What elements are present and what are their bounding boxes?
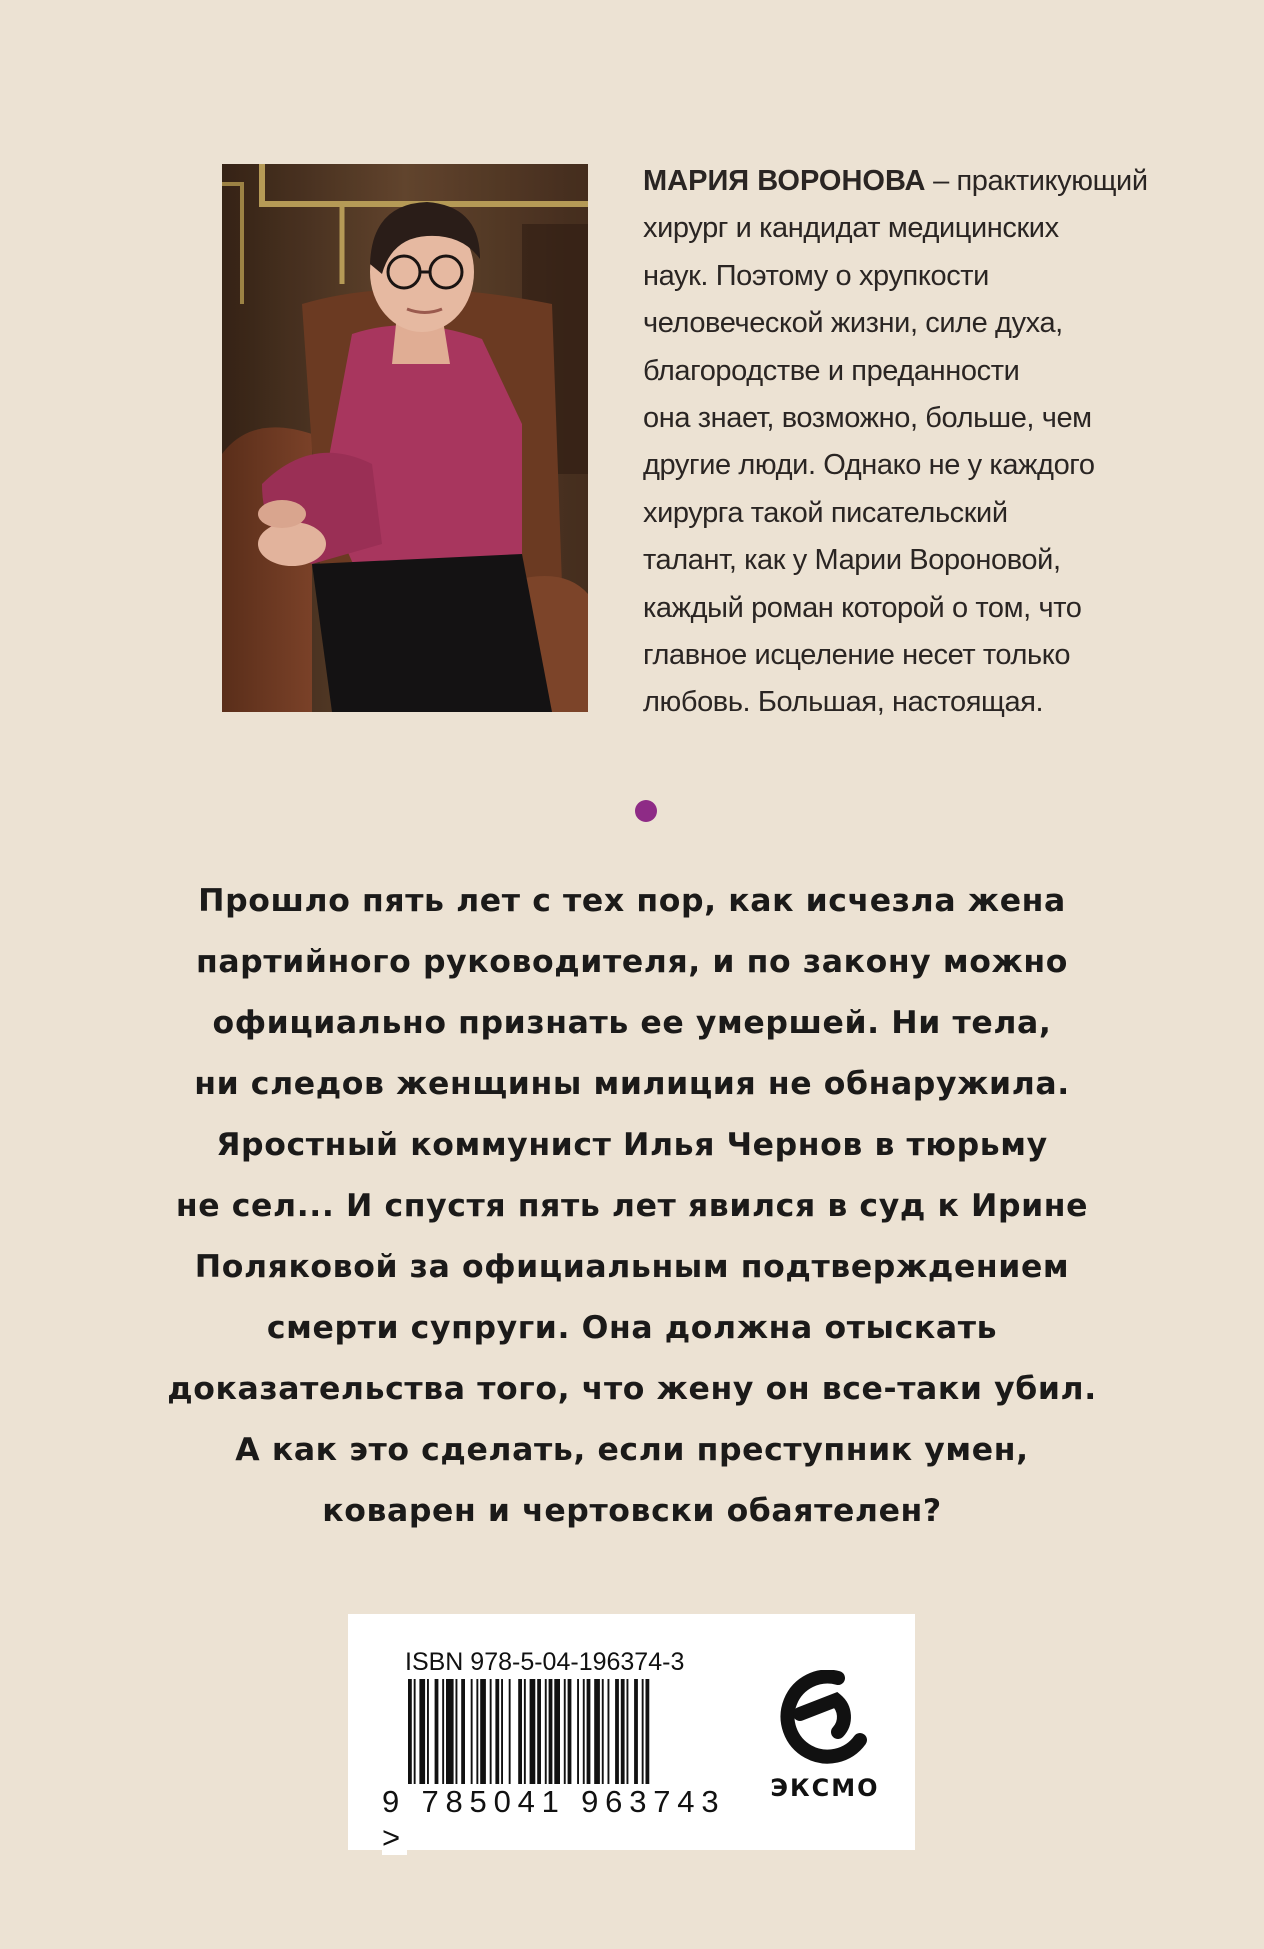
barcode-stripe bbox=[427, 1679, 429, 1791]
blurb-line: смерти супруги. Она должна отыскать bbox=[266, 1310, 998, 1346]
barcode-stripe bbox=[642, 1679, 644, 1791]
bio-line: наук. Поэтому о хрупкости bbox=[643, 259, 989, 292]
publisher-name: ЭКСМО bbox=[770, 1774, 880, 1802]
barcode-stripe bbox=[476, 1679, 478, 1791]
bio-first-line bbox=[643, 158, 1148, 205]
bio-line: каждый роман которой о том, что bbox=[643, 591, 1082, 624]
eksmo-logo-icon bbox=[778, 1670, 868, 1766]
bio-line: другие люди. Однако не у каждого bbox=[643, 449, 1095, 482]
author-photo bbox=[222, 164, 588, 712]
isbn-text: ISBN 978-5-04-196374-3 bbox=[405, 1648, 685, 1676]
blurb-line: Прошло пять лет с тех пор, как исчезла жена bbox=[198, 883, 1066, 919]
barcode-stripe bbox=[627, 1679, 629, 1791]
bio-line: – практикующий bbox=[925, 165, 1148, 197]
barcode-stripe bbox=[495, 1679, 499, 1791]
barcode-stripe bbox=[587, 1679, 591, 1791]
blurb-line: официально признать ее умершей. Ни тела, bbox=[212, 1005, 1052, 1041]
bio-line: главное исцеление несет только bbox=[643, 639, 1071, 672]
barcode-stripe bbox=[583, 1679, 585, 1791]
barcode-stripe bbox=[435, 1679, 439, 1791]
blurb-line: А как это сделать, если преступник умен, bbox=[235, 1432, 1029, 1468]
barcode-stripe bbox=[608, 1679, 610, 1791]
author-name: МАРИЯ ВОРОНОВА bbox=[643, 165, 926, 197]
barcode-stripe bbox=[564, 1679, 566, 1791]
barcode-panel bbox=[348, 1614, 915, 1855]
barcode-stripe bbox=[518, 1679, 522, 1791]
blurb-line: ни следов женщины милиция не обнаружила. bbox=[194, 1066, 1070, 1102]
bio-line: благородстве и преданности bbox=[643, 354, 1020, 387]
barcode-stripe bbox=[480, 1679, 486, 1791]
ean-digits-text: 9 785041 963743 > bbox=[382, 1784, 726, 1855]
accent-dot bbox=[635, 800, 657, 822]
barcode-stripe bbox=[490, 1679, 492, 1791]
barcode-stripe bbox=[545, 1679, 547, 1791]
book-blurb bbox=[120, 871, 1144, 1542]
bio-line: человеческой жизни, силе духа, bbox=[643, 307, 1063, 340]
blurb-line: не сел... И спустя пять лет явился в суд к Ирине bbox=[175, 1188, 1089, 1224]
barcode-stripe bbox=[577, 1679, 579, 1791]
barcode-stripe bbox=[442, 1679, 444, 1791]
barcode-stripe bbox=[456, 1679, 458, 1791]
blurb-line: доказательства того, что жену он все-таки убил. bbox=[167, 1371, 1097, 1407]
barcode-stripe bbox=[594, 1679, 600, 1791]
blurb-line: Яростный коммунист Илья Чернов в тюрьму bbox=[216, 1127, 1048, 1163]
barcode-stripe bbox=[568, 1679, 572, 1791]
barcode-stripe bbox=[621, 1679, 625, 1791]
barcode-stripe bbox=[471, 1679, 473, 1791]
barcode-stripe bbox=[554, 1679, 560, 1791]
barcode-stripe bbox=[615, 1679, 619, 1791]
bio-line: хирурга такой писательский bbox=[643, 496, 1008, 529]
barcode-stripe bbox=[446, 1679, 454, 1791]
bio-line: хирург и кандидат медицинских bbox=[643, 212, 1059, 245]
barcode-stripe bbox=[549, 1679, 553, 1791]
barcode-stripe bbox=[537, 1679, 541, 1791]
barcode-stripe bbox=[501, 1679, 503, 1791]
barcode-stripe bbox=[602, 1679, 604, 1791]
ean-digits bbox=[382, 1784, 742, 1856]
barcode-stripe bbox=[509, 1679, 511, 1791]
bio-line: она знает, возможно, больше, чем bbox=[643, 402, 1092, 435]
author-bio bbox=[643, 158, 1148, 727]
barcode-stripe bbox=[524, 1679, 526, 1791]
blurb-line: партийного руководителя, и по закону можно bbox=[195, 944, 1069, 980]
barcode-stripe bbox=[461, 1679, 465, 1791]
blurb-line: коварен и чертовски обаятелен? bbox=[322, 1493, 942, 1529]
bio-line: любовь. Большая, настоящая. bbox=[643, 686, 1044, 719]
barcode-stripe bbox=[634, 1679, 638, 1791]
barcode-stripe bbox=[419, 1679, 425, 1791]
bio-line: талант, как у Марии Вороновой, bbox=[643, 544, 1061, 577]
blurb-line: Поляковой за официальным подтверждением bbox=[194, 1249, 1070, 1285]
